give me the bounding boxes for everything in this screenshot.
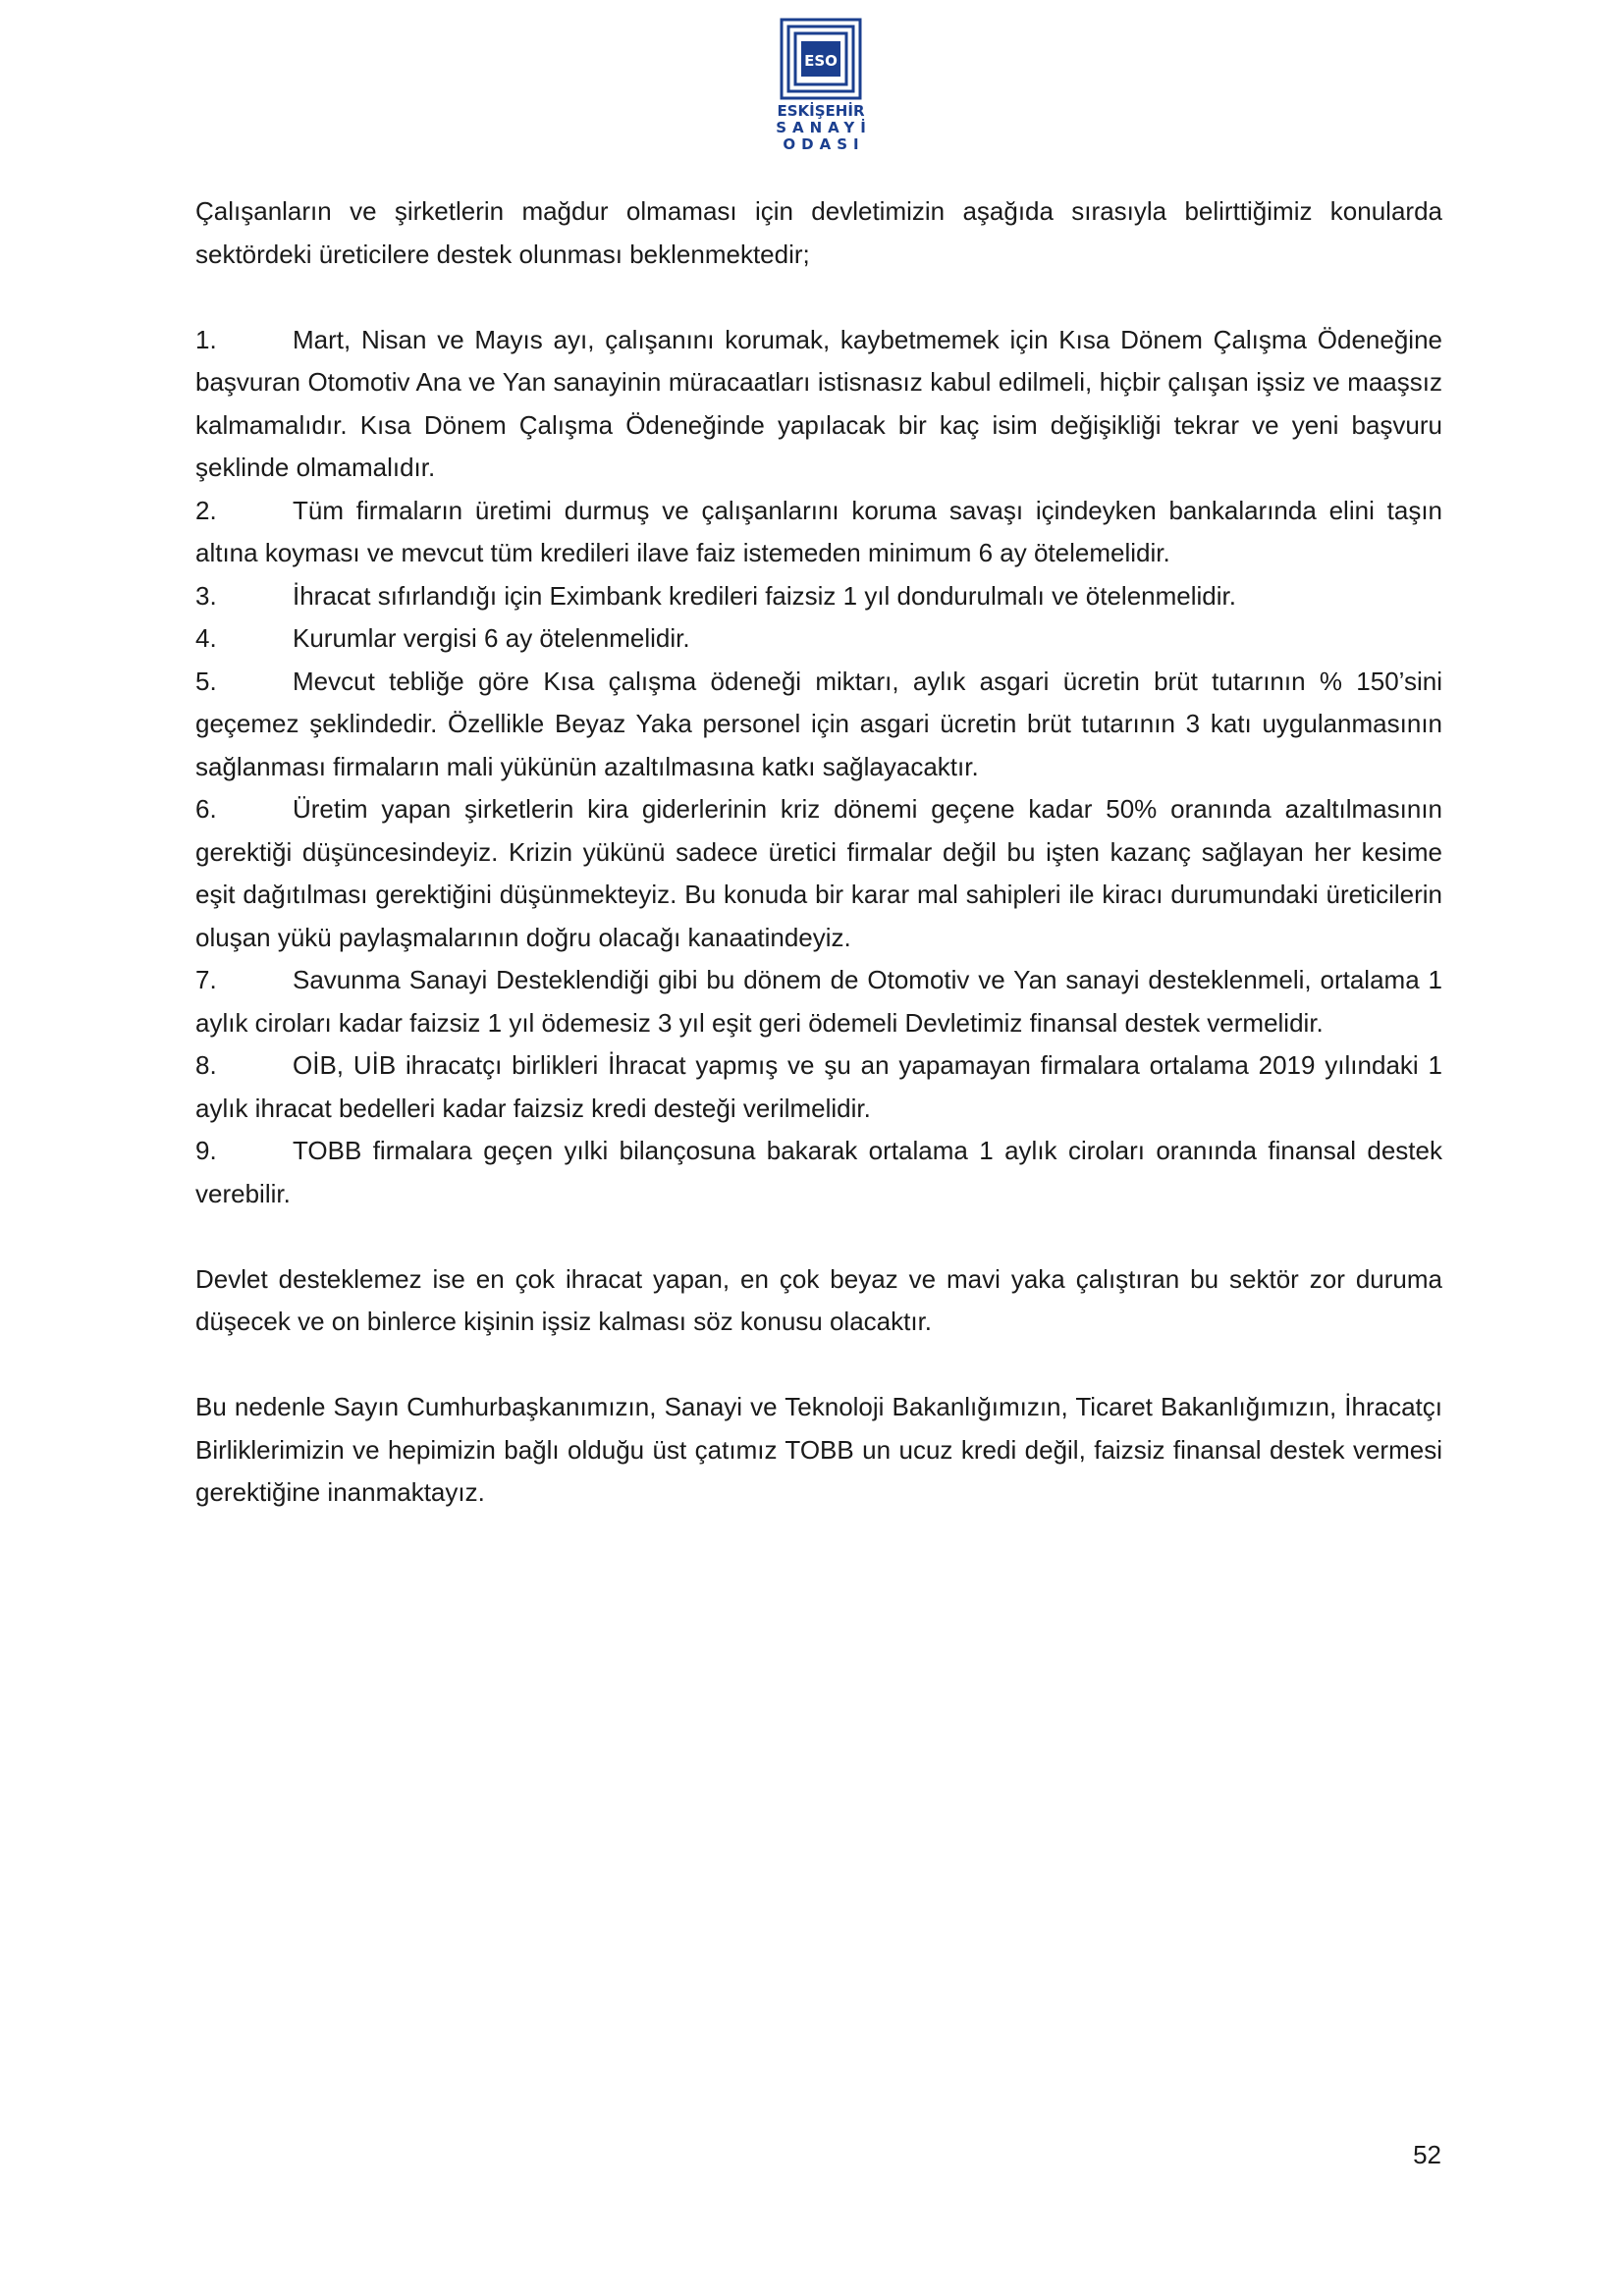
list-item	[195, 1130, 1442, 1215]
logo-line-sanayi: SANAYİ	[776, 119, 872, 136]
list-item-text: TOBB firmalara geçen yılki bilançosuna bakarak ortalama 1 aylık ciroları oranında finansal destek verebilir.	[195, 1136, 1442, 1208]
list-item-number: 1.	[195, 324, 217, 354]
list-item	[195, 617, 1442, 661]
closing-paragraph-2: Bu nedenle Sayın Cumhurbaşkanımızın, Sanayi ve Teknoloji Bakanlığımızın, Ticaret Bakanlığımızın, İhracatçı Birliklerimizin ve hepimizin bağlı olduğu üst çatımız TOBB un ucuz kredi değil, faizsiz finansal destek vermesi gerektiğine inanmaktayız.	[195, 1392, 1442, 1507]
list-item-text: Kurumlar vergisi 6 ay ötelenmelidir.	[293, 623, 690, 653]
logo-line-eskisehir: ESKİŞEHİR	[777, 102, 865, 120]
list-item	[195, 575, 1442, 618]
eso-logo-text	[770, 104, 872, 152]
list-item-number: 4.	[195, 623, 217, 653]
list-item-text: İhracat sıfırlandığı için Eximbank kredileri faizsiz 1 yıl dondurulmalı ve ötelenmelidir.	[293, 580, 1236, 611]
list-item	[195, 959, 1442, 1044]
list-item-number: 3.	[195, 580, 217, 611]
list-item-text: Üretim yapan şirketlerin kira giderlerinin kriz dönemi geçene kadar 50% oranında azaltılmasının gerektiği düşüncesindeyiz. Krizin yükünü sadece üretici firmalar değil bu işten kazanç sağlayan her kesime eşit dağıtılması gerektiğini düşünmekteyiz. Bu konuda bir karar mal sahipleri ile kiracı durumundaki üreticilerin oluşan yükü paylaşmalarının doğru olacağı kanaatindeyiz.	[195, 794, 1442, 952]
document-body	[195, 190, 1442, 1515]
list-item-text: Savunma Sanayi Desteklendiği gibi bu dönem de Otomotiv ve Yan sanayi desteklenmeli, ortalama 1 aylık ciroları kadar faizsiz 1 yıl ödemesiz 3 yıl eşit geri ödemeli Devletimiz finansal destek vermelidir.	[195, 965, 1442, 1038]
list-item-text: Tüm firmaların üretimi durmuş ve çalışanlarını koruma savaşı içindeyken bankalarında elini taşın altına koyması ve mevcut tüm kredileri ilave faiz istemeden minimum 6 ay ötelemelidir.	[195, 495, 1442, 567]
eso-logo-mark	[780, 18, 862, 100]
list-item-text: Mevcut tebliğe göre Kısa çalışma ödeneği miktarı, aylık asgari ücretin brüt tutarının % 150’sini geçemez şeklindedir. Özellikle Beyaz Yaka personel için asgari ücretin brüt tutarının 3 katı uygulanmasının sağlanması firmaların mali yükünün azaltılmasına katkı sağlayacaktır.	[195, 666, 1442, 781]
eso-logo	[776, 18, 872, 165]
closing-paragraph-1: Devlet desteklemez ise en çok ihracat yapan, en çok beyaz ve mavi yaka çalıştıran bu sektör zor duruma düşecek ve on binlerce kişinin işsiz kalması söz konusu olacaktır.	[195, 1263, 1442, 1336]
list-item-number: 9.	[195, 1136, 217, 1165]
list-item	[195, 788, 1442, 959]
list-item-number: 5.	[195, 666, 217, 696]
list-item-text: OİB, UİB ihracatçı birlikleri İhracat yapmış ve şu an yapamayan firmalara ortalama 2019 yılındaki 1 aylık ihracat bedelleri kadar faizsiz kredi desteği verilmelidir.	[195, 1050, 1442, 1123]
page-number: 52	[1413, 2140, 1441, 2169]
logo-line-odasi: ODASI	[783, 135, 865, 153]
list-item	[195, 319, 1442, 490]
list-item-number: 6.	[195, 794, 217, 824]
numbered-list	[195, 319, 1442, 1216]
list-item-text: Mart, Nisan ve Mayıs ayı, çalışanını korumak, kaybetmemek için Kısa Dönem Çalışma Ödeneğine başvuran Otomotiv Ana ve Yan sanayinin müracaatları istisnasız kabul edilmeli, hiçbir çalışan işsiz ve maaşsız kalmamalıdır. Kısa Dönem Çalışma Ödeneğinde yapılacak bir kaç isim değişikliği tekrar ve yeni başvuru şeklinde olmamalıdır.	[195, 324, 1442, 482]
list-item-number: 8.	[195, 1050, 217, 1080]
list-item	[195, 661, 1442, 789]
list-item-number: 2.	[195, 495, 217, 525]
list-item-number: 7.	[195, 965, 217, 994]
intro-paragraph: Çalışanların ve şirketlerin mağdur olmaması için devletimizin aşağıda sırasıyla belirttiğimiz konularda sektördeki üreticilere destek olunması beklenmektedir;	[195, 196, 1442, 269]
eso-logo-mark-text: ESO	[804, 52, 838, 70]
list-item	[195, 490, 1442, 575]
list-item	[195, 1044, 1442, 1130]
